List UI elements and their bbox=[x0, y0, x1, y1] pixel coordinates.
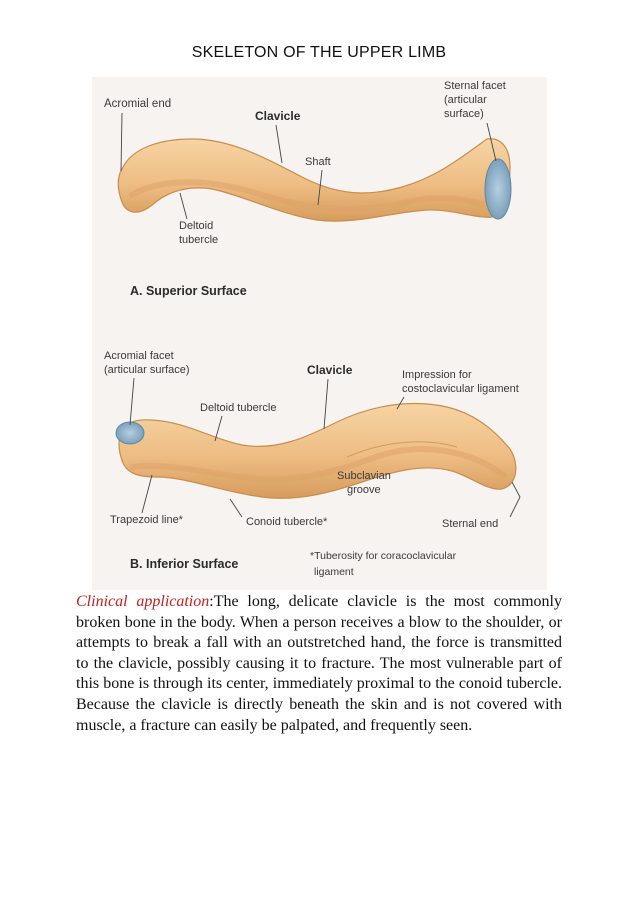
label-sternal-facet-1: Sternal facet bbox=[444, 80, 506, 92]
panel-a-superior bbox=[104, 80, 511, 298]
acromial-facet-shape bbox=[116, 422, 144, 444]
clinical-application-body: :The long, delicate clavicle is the most commonly broken bone in the body. When a person receives a blow to the shoulder, or attempts to break a fall with an outstretched hand, the force is transmitted to the clavicle, possibly causing it to fracture. The most vulnerable part of this bone is through its center, immediately proximal to the conoid tubercle. Because the clavicle is directly beneath the skin and is not covered with muscle, a fracture can easily be palpated, and frequently seen. bbox=[76, 593, 563, 734]
caption-inferior-surface: B. Inferior Surface bbox=[130, 557, 239, 571]
label-deltoid-2: tubercle bbox=[179, 234, 219, 246]
label-sternal-end: Sternal end bbox=[442, 518, 499, 530]
label-impression-2: costoclavicular ligament bbox=[402, 383, 519, 395]
label-acromial-facet-1: Acromial facet bbox=[104, 350, 174, 362]
label-subclavian-2: groove bbox=[347, 484, 381, 496]
label-trapezoid-line: Trapezoid line* bbox=[110, 514, 183, 526]
clavicle-figure bbox=[92, 77, 547, 590]
clavicle-illustration bbox=[92, 77, 547, 590]
label-conoid-tubercle: Conoid tubercle* bbox=[246, 516, 328, 528]
footnote-line-2: ligament bbox=[314, 566, 354, 578]
label-clavicle-a: Clavicle bbox=[255, 109, 301, 123]
label-acromial-end: Acromial end bbox=[104, 98, 172, 110]
label-sternal-facet-3: surface) bbox=[444, 108, 484, 120]
panel-b-inferior bbox=[104, 350, 520, 578]
label-clavicle-b: Clavicle bbox=[307, 363, 353, 377]
label-subclavian-1: Subclavian bbox=[337, 470, 391, 482]
footnote-line-1: *Tuberosity for coracoclavicular bbox=[310, 550, 457, 562]
label-acromial-facet-2: (articular surface) bbox=[104, 364, 190, 376]
clinical-application-label: Clinical application bbox=[76, 593, 210, 610]
clinical-paragraph bbox=[76, 592, 562, 736]
caption-superior-surface: A. Superior Surface bbox=[130, 284, 247, 298]
label-deltoid-1: Deltoid bbox=[179, 220, 214, 232]
label-shaft: Shaft bbox=[305, 156, 331, 168]
page-title: SKELETON OF THE UPPER LIMB bbox=[191, 44, 447, 61]
label-impression-1: Impression for bbox=[402, 369, 472, 381]
sternal-facet-shape bbox=[485, 159, 511, 219]
label-sternal-facet-2: (articular bbox=[444, 94, 487, 106]
label-deltoid-tubercle: Deltoid tubercle bbox=[200, 402, 277, 414]
